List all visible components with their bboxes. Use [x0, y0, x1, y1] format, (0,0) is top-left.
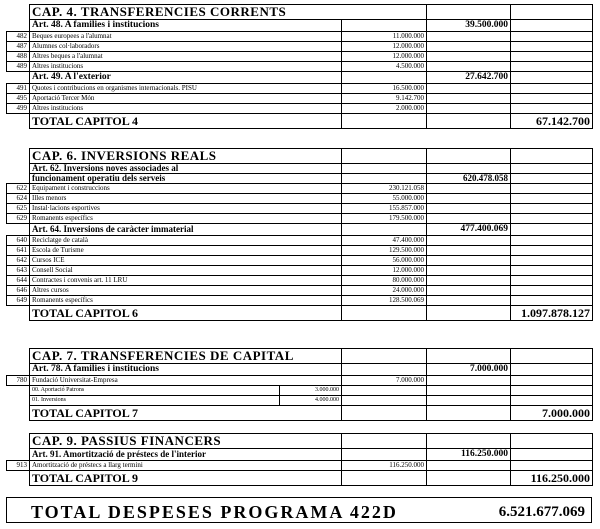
- table-row: [7, 32, 593, 42]
- row-amount: 11.000.000: [342, 32, 427, 42]
- art48-label: Art. 48. A families i institucions: [30, 20, 342, 32]
- cap9-total: 116.250.000: [511, 471, 593, 486]
- cap9-table: [6, 433, 593, 486]
- row-code: 491: [7, 84, 30, 94]
- table-row: [7, 214, 593, 224]
- cap9-title: CAP. 9. PASSIUS FINANCERS: [30, 434, 342, 449]
- subrow-desc: 00. Aportació Patrons: [30, 386, 280, 396]
- row-desc: Illes menors: [30, 194, 342, 204]
- art49-label: Art. 49. A l'exterior: [30, 72, 342, 84]
- row-amount: 80.000.000: [342, 276, 427, 286]
- row-code: 640: [7, 236, 30, 246]
- row-code: 649: [7, 296, 30, 306]
- row-code: 499: [7, 104, 30, 114]
- table-row: [7, 194, 593, 204]
- row-desc: Romanents específics: [30, 214, 342, 224]
- row-desc: Aportació Tercer Món: [30, 94, 342, 104]
- row-amount: 24.000.000: [342, 286, 427, 296]
- art62-label-line1: Art. 62. Inversions noves associades al: [30, 164, 342, 174]
- table-row: [7, 184, 593, 194]
- table-row: [7, 396, 593, 406]
- row-amount: 2.000.000: [342, 104, 427, 114]
- row-desc: Instal·lacions esportives: [30, 204, 342, 214]
- table-row: [7, 296, 593, 306]
- grand-total-box: [6, 497, 592, 523]
- table-row: [7, 256, 593, 266]
- subrow-amount: 4.000.000: [280, 396, 342, 406]
- art62-total: 620.478.058: [427, 174, 511, 184]
- subrow-desc: 01. Inversions: [30, 396, 280, 406]
- cap7-total-label: TOTAL CAPITOL 7: [30, 406, 342, 421]
- row-amount: 128.500.069: [342, 296, 427, 306]
- row-code: 624: [7, 194, 30, 204]
- cap6-title: CAP. 6. INVERSIONS REALS: [30, 149, 342, 164]
- row-code: 642: [7, 256, 30, 266]
- row-code: 487: [7, 42, 30, 52]
- art91-total: 116.250.000: [427, 449, 511, 461]
- row-desc: Altres institucions: [30, 104, 342, 114]
- row-desc: Fundació Universitat-Empresa: [30, 376, 342, 386]
- cap4-table: [6, 4, 593, 129]
- row-desc: Alumnes col·laboradors: [30, 42, 342, 52]
- row-desc: Altres beques a l'alumnat: [30, 52, 342, 62]
- row-amount: 55.000.000: [342, 194, 427, 204]
- table-row: [7, 204, 593, 214]
- row-amount: 47.400.000: [342, 236, 427, 246]
- row-desc: Altres cursos: [30, 286, 342, 296]
- row-desc: Equipament i construccions: [30, 184, 342, 194]
- row-desc: Quotes i contribucions en organismes internacionals. PISU: [30, 84, 342, 94]
- cap4-total: 67.142.700: [511, 114, 593, 129]
- row-amount: 56.000.000: [342, 256, 427, 266]
- table-row: [7, 386, 593, 396]
- table-row: [7, 376, 593, 386]
- art78-total: 7.000.000: [427, 364, 511, 376]
- row-amount: 7.000.000: [342, 376, 427, 386]
- row-desc: Altres institucions: [30, 62, 342, 72]
- cap4-total-label: TOTAL CAPITOL 4: [30, 114, 342, 129]
- row-code: 641: [7, 246, 30, 256]
- art78-label: Art. 78. A families i institucions: [30, 364, 342, 376]
- table-row: [7, 246, 593, 256]
- table-row: [7, 62, 593, 72]
- art48-total: 39.500.000: [427, 20, 511, 32]
- table-row: [7, 266, 593, 276]
- table-row: [7, 236, 593, 246]
- art64-total: 477.400.069: [427, 224, 511, 236]
- table-row: [7, 42, 593, 52]
- table-row: [7, 461, 593, 471]
- cap7-total: 7.000.000: [511, 406, 593, 421]
- art62-label-line2: funcionament operatiu dels serveis: [30, 174, 342, 184]
- row-amount: 9.142.700: [342, 94, 427, 104]
- row-amount: 12.000.000: [342, 52, 427, 62]
- row-amount: 179.500.000: [342, 214, 427, 224]
- row-desc: Consell Social: [30, 266, 342, 276]
- table-row: [7, 104, 593, 114]
- row-desc: Cursos ICE: [30, 256, 342, 266]
- row-code: 644: [7, 276, 30, 286]
- row-amount: 155.857.000: [342, 204, 427, 214]
- cap7-title: CAP. 7. TRANSFERENCIES DE CAPITAL: [30, 349, 342, 364]
- row-code: 482: [7, 32, 30, 42]
- cap9-total-label: TOTAL CAPITOL 9: [30, 471, 342, 486]
- row-code: 629: [7, 214, 30, 224]
- cap6-total: 1.097.878.127: [511, 306, 593, 321]
- subrow-amount: 3.000.000: [280, 386, 342, 396]
- row-code: 643: [7, 266, 30, 276]
- row-desc: Beques europees a l'alumnat: [30, 32, 342, 42]
- row-amount: 129.500.000: [342, 246, 427, 256]
- row-code: 488: [7, 52, 30, 62]
- table-row: [7, 286, 593, 296]
- cap6-table: [6, 148, 593, 321]
- cap4-title: CAP. 4. TRANSFERENCIES CORRENTS: [30, 5, 427, 20]
- row-code: 913: [7, 461, 30, 471]
- grand-total-value: 6.521.677.069: [498, 504, 585, 520]
- table-row: [7, 84, 593, 94]
- cap7-table: [6, 348, 593, 421]
- row-desc: Amortització de préstecs a llarg termini: [30, 461, 342, 471]
- grand-total-label: TOTAL DESPESES PROGRAMA 422D: [31, 502, 398, 522]
- art91-label: Art. 91. Amortització de préstecs de l'interior: [30, 449, 342, 461]
- table-row: [7, 94, 593, 104]
- row-desc: Reciclatge de català: [30, 236, 342, 246]
- row-code: 622: [7, 184, 30, 194]
- row-code: 489: [7, 62, 30, 72]
- art49-total: 27.642.700: [427, 72, 511, 84]
- row-code: 495: [7, 94, 30, 104]
- table-row: [7, 276, 593, 286]
- row-amount: 116.250.000: [342, 461, 427, 471]
- art64-label: Art. 64. Inversions de caràcter immaterial: [30, 224, 342, 236]
- row-desc: Escola de Turisme: [30, 246, 342, 256]
- row-code: 625: [7, 204, 30, 214]
- cap6-total-label: TOTAL CAPITOL 6: [30, 306, 342, 321]
- row-amount: 16.500.000: [342, 84, 427, 94]
- row-amount: 12.000.000: [342, 42, 427, 52]
- row-amount: 4.500.000: [342, 62, 427, 72]
- row-amount: 12.000.000: [342, 266, 427, 276]
- row-amount: 230.121.058: [342, 184, 427, 194]
- row-desc: Romanents específics: [30, 296, 342, 306]
- row-desc: Contractes i convenis art. 11 LRU: [30, 276, 342, 286]
- row-code: 780: [7, 376, 30, 386]
- row-code: 646: [7, 286, 30, 296]
- table-row: [7, 52, 593, 62]
